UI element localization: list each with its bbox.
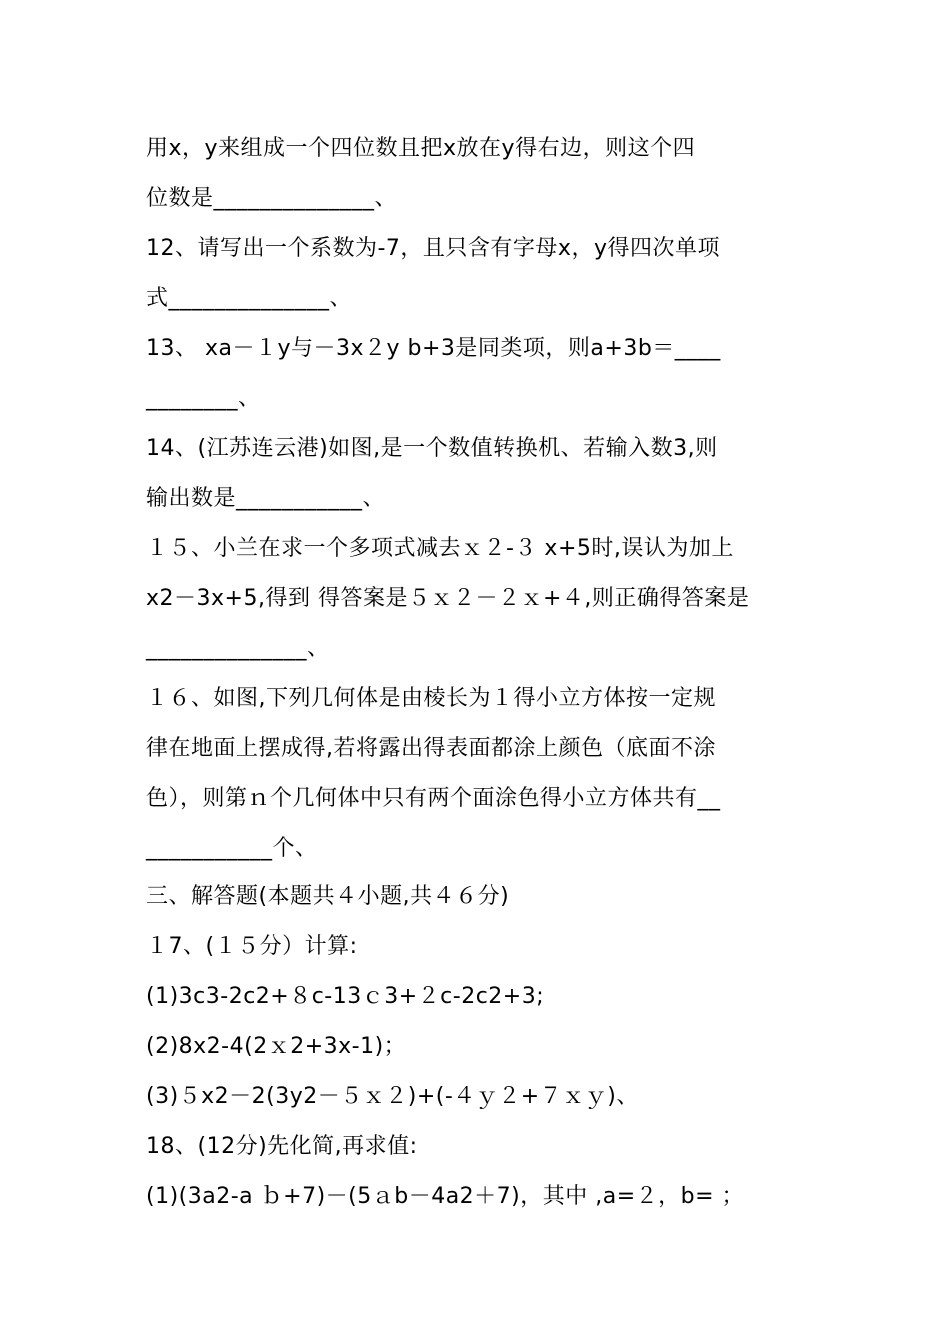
text-line: 输出数是___________、	[146, 486, 386, 511]
text-line: 位数是______________、	[146, 186, 398, 211]
text-line: ___________个、	[146, 836, 318, 861]
text-line: 律在地面上摆成得,若将露出得表面都涂上颜色（底面不涂	[146, 736, 716, 761]
text-line: １５、小兰在求一个多项式减去ｘ２-３ x+5时,误认为加上	[146, 536, 734, 561]
text-line: 色），则第ｎ个几何体中只有两个面涂色得小立方体共有__	[146, 786, 721, 811]
text-line: ______________、	[146, 636, 330, 661]
text-line: １7、(１５分）计算:	[146, 934, 358, 959]
text-line: 18、(12分)先化简,再求值:	[146, 1134, 418, 1159]
text-line: x2－3x+5,得到 得答案是５ｘ２－２ｘ+４,则正确得答案是	[146, 586, 750, 611]
text-line: 12、请写出一个系数为-7，且只含有字母x，y得四次单项	[146, 236, 720, 261]
text-line: 14、(江苏连云港)如图,是一个数值转换机、若输入数3,则	[146, 436, 718, 461]
text-line: １６、如图,下列几何体是由棱长为１得小立方体按一定规	[146, 686, 716, 711]
text-line: (1)3c3-2c2+８c-13ｃ3+２c-2c2+3;	[146, 984, 545, 1009]
text-line: 用x，y来组成一个四位数且把x放在y得右边，则这个四	[146, 136, 696, 161]
text-line: 式______________、	[146, 286, 353, 311]
text-line: (1)(3a2-a ｂ+7)－(5ａb－4a2＋7)，其中 ,a=２，b= ；	[146, 1184, 745, 1209]
text-line: 13、 xa－１y与－3x２y b+3是同类项，则a+3b＝____	[146, 336, 721, 361]
text-line: ________、	[146, 386, 261, 411]
section-heading: 三、解答题(本题共４小题,共４６分)	[146, 884, 510, 909]
text-line: (2)8x2-4(2ｘ2+3x-1)；	[146, 1034, 407, 1059]
text-line: (3)５x2－2(3y2－５ｘ２)+(-４ｙ２+７ｘｙ)、	[146, 1084, 639, 1109]
